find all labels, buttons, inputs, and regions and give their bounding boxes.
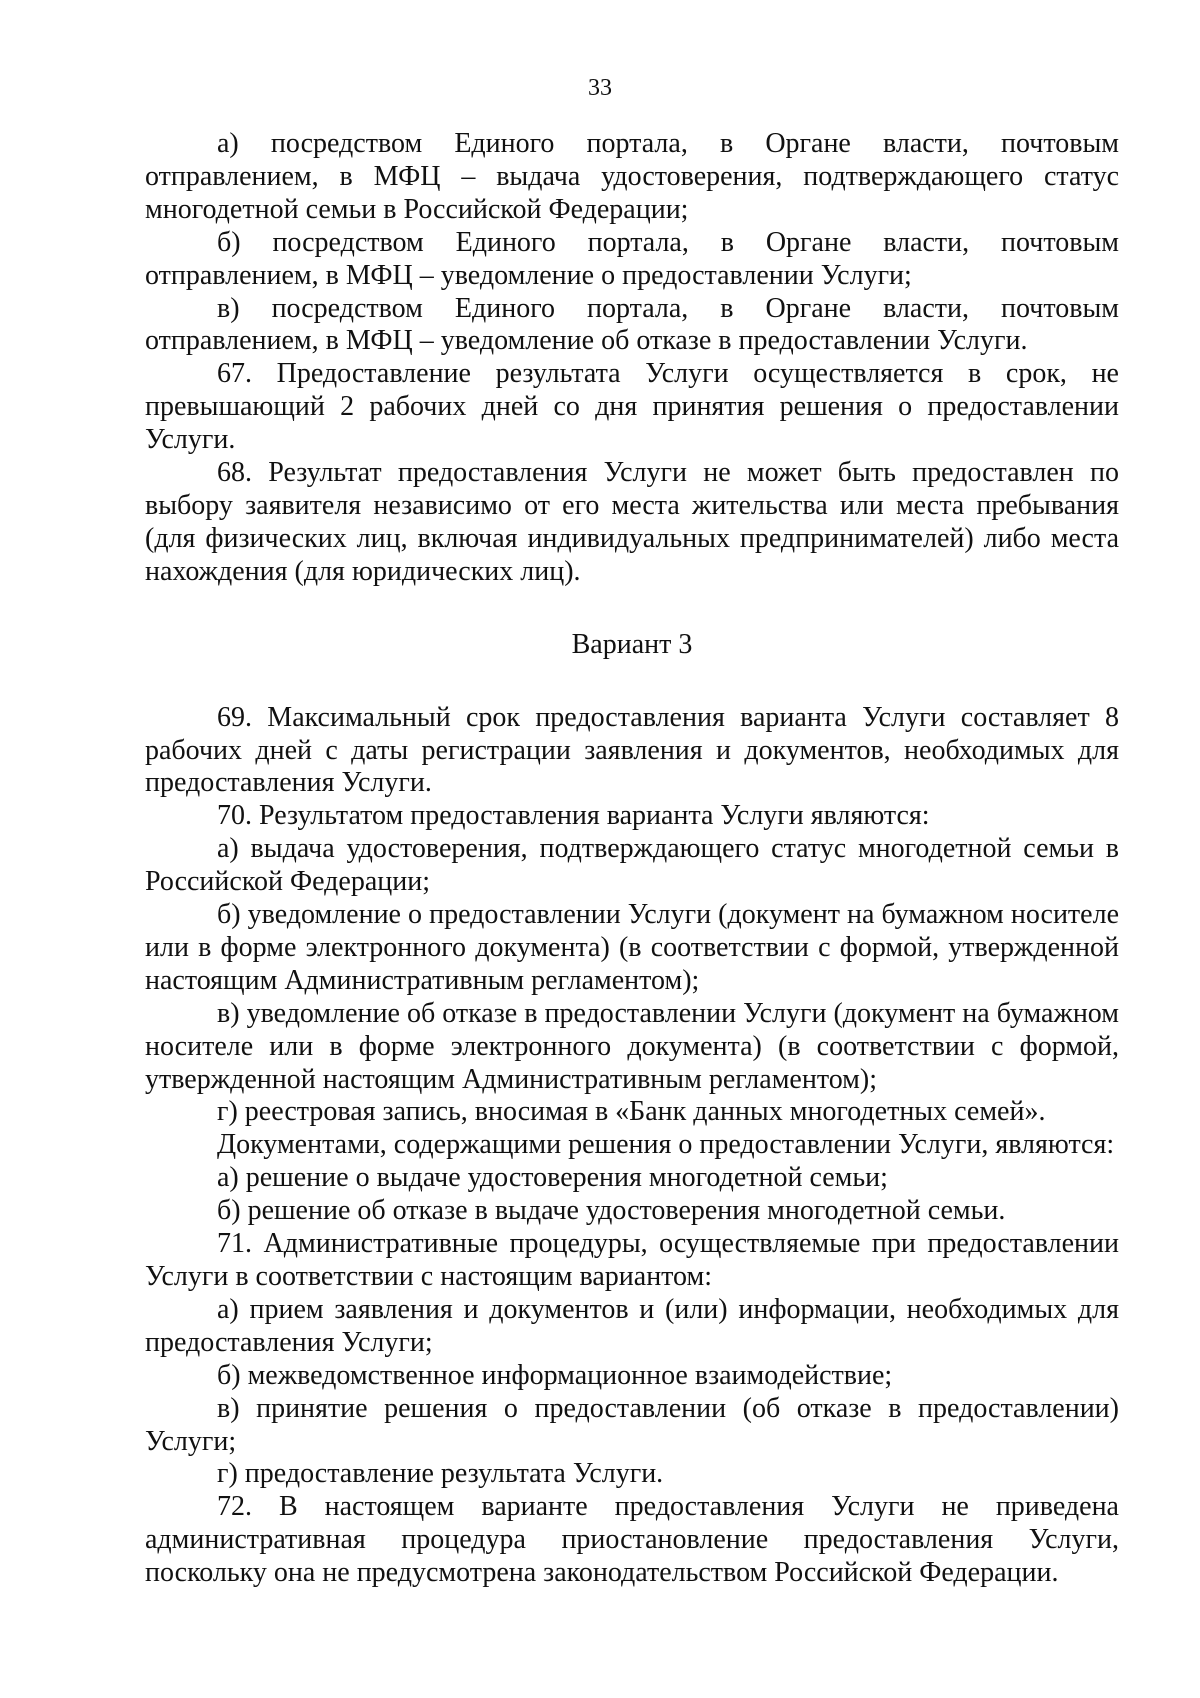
paragraph-delivery-a: а) посредством Единого портала, в Органе власти, почтовым отправлением, в МФЦ – выдача удостоверения, подтверждающего статус многодетной семьи в Российской Федерации;: [145, 128, 1119, 225]
section-heading: Вариант 3: [571, 628, 693, 660]
paragraph-decisions-b: б) решение об отказе в выдаче удостоверения многодетной семьи.: [217, 1195, 1006, 1227]
paragraph-70: 70. Результатом предоставления варианта Услуги являются:: [217, 800, 930, 832]
paragraph-delivery-c: в) посредством Единого портала, в Органе власти, почтовым отправлением, в МФЦ – уведомление об отказе в предоставлении Услуги.: [145, 292, 1119, 357]
paragraph-delivery-b: б) посредством Единого портала, в Органе власти, почтовым отправлением, в МФЦ – уведомление о предоставлении Услуги;: [145, 226, 1119, 291]
paragraph-decisions-a: а) решение о выдаче удостоверения многодетной семьи;: [217, 1162, 888, 1194]
paragraph-68: 68. Результат предоставления Услуги не может быть предоставлен по выбору заявителя независимо от его места жительства или места пребывания (для физических лиц, включая индивидуальных предпринимателей) либо места нахождения (для юридических лиц).: [145, 457, 1119, 587]
paragraph-70-b: б) уведомление о предоставлении Услуги (документ на бумажном носителе или в форме электронного документа) (в соответствии с формой, утвержденной настоящим Административным регламентом);: [145, 899, 1119, 996]
page-number: 33: [588, 75, 612, 101]
paragraph-71: 71. Административные процедуры, осуществляемые при предоставлении Услуги в соответствии с настоящим вариантом:: [145, 1228, 1119, 1292]
paragraph-70-d: г) реестровая запись, вносимая в «Банк данных многодетных семей».: [217, 1096, 1046, 1128]
paragraph-71-b: б) межведомственное информационное взаимодействие;: [217, 1359, 893, 1391]
paragraph-decisions: Документами, содержащими решения о предоставлении Услуги, являются:: [217, 1129, 1115, 1161]
paragraph-71-d: г) предоставление результата Услуги.: [217, 1458, 664, 1490]
paragraph-70-c: в) уведомление об отказе в предоставлении Услуги (документ на бумажном носителе или в форме электронного документа) (в соответствии с формой, утвержденной настоящим Административным регламентом);: [145, 997, 1119, 1095]
paragraph-72: 72. В настоящем варианте предоставления Услуги не приведена административная процедура приостановление предоставления Услуги, поскольку она не предусмотрена законодательством Российской Федерации.: [145, 1491, 1119, 1589]
paragraph-71-c: в) принятие решения о предоставлении (об отказе в предоставлении) Услуги;: [145, 1392, 1119, 1457]
paragraph-71-a: а) прием заявления и документов и (или) информации, необходимых для предоставления Услуги;: [145, 1293, 1119, 1358]
document-body: [145, 128, 1119, 1590]
paragraph-70-a: а) выдача удостоверения, подтверждающего статус многодетной семьи в Российской Федерации;: [145, 833, 1119, 898]
paragraph-67: 67. Предоставление результата Услуги осуществляется в срок, не превышающий 2 рабочих дней со дня принятия решения о предоставлении Услуги.: [145, 358, 1119, 456]
paragraph-69: 69. Максимальный срок предоставления варианта Услуги составляет 8 рабочих дней с даты регистрации заявления и документов, необходимых для предоставления Услуги.: [145, 701, 1119, 799]
